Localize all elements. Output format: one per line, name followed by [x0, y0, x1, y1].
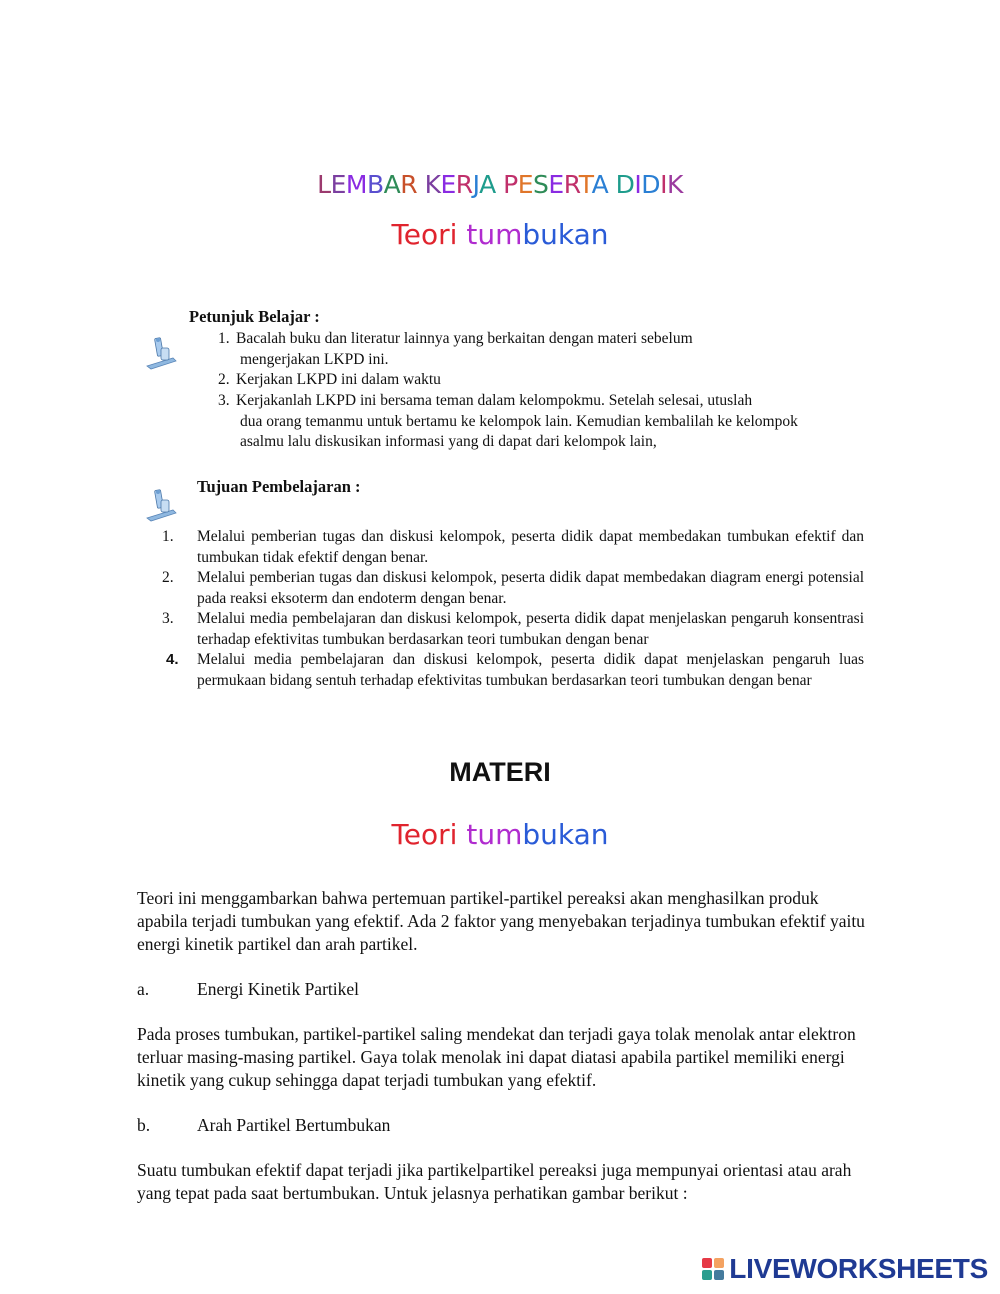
title-letter: T	[578, 170, 592, 199]
section-b-text: Suatu tumbukan efektif dapat terjadi jika partikelpartikel pereaksi juga mempunyai orientasi atau arah yang tepat pada saat bertumbukan. Untuk jelasnya perhatikan gambar berikut :	[137, 1160, 852, 1203]
section-label: a.	[137, 979, 150, 999]
item-text: Kerjakanlah LKPD ini bersama teman dalam kelompokmu. Setelah selesai, utuslah	[236, 392, 753, 409]
item-number: 4.	[166, 651, 179, 668]
logo-block	[702, 1270, 712, 1280]
section-label: b.	[137, 1115, 151, 1135]
title-letter: Teori	[391, 218, 467, 251]
title-letter: R	[563, 170, 579, 199]
item-number: 3.	[162, 610, 174, 627]
logo-block	[702, 1258, 712, 1268]
worksheet-subtitle	[0, 218, 1000, 251]
title-letter: A	[591, 170, 616, 199]
title-letter: bu	[522, 818, 558, 851]
title-letter: P	[503, 170, 518, 199]
title-letter: D	[641, 170, 661, 199]
item-text: Melalui media pembelajaran dan diskusi kelompok, peserta didik dapat menjelaskan pengaruh konsentrasi terhadap efektivitas tumbukan berdasarkan teori tumbukan dengan benar	[197, 610, 864, 648]
tujuan-heading: Tujuan Pembelajaran :	[197, 477, 361, 496]
item-continuation: dua orang temanmu untuk bertamu ke kelompok lain. Kemudian kembalilah ke kelompok asalmu lalu diskusikan informasi yang di dapat dari kelompok lain,	[240, 412, 798, 450]
title-letter: K	[666, 170, 683, 199]
item-number: 2.	[162, 569, 174, 586]
tujuan-item-3	[162, 609, 864, 650]
microscope-icon	[143, 334, 179, 370]
item-continuation: mengerjakan LKPD ini.	[240, 350, 389, 368]
title-letter: E	[548, 170, 564, 199]
materi-heading: MATERI	[449, 757, 551, 787]
title-letter: S	[533, 170, 549, 199]
title-letter: I	[660, 170, 667, 199]
microscope-icon	[143, 486, 179, 522]
item-text: Bacalah buku dan literatur lainnya yang berkaitan dengan materi sebelum	[236, 330, 693, 347]
item-number: 1.	[218, 330, 230, 347]
tujuan-item-4	[162, 650, 864, 691]
title-letter: B	[366, 170, 384, 199]
logo-block	[714, 1270, 724, 1280]
item-text: Melalui pemberian tugas dan diskusi kelompok, peserta didik dapat membedakan diagram energi potensial pada reaksi eksoterm dan endoterm dengan benar.	[197, 569, 864, 607]
title-letter: D	[615, 170, 635, 199]
section-title: Arah Partikel Bertumbukan	[197, 1115, 391, 1135]
title-letter: A	[383, 170, 401, 199]
petunjuk-item-1	[218, 329, 858, 370]
tujuan-list	[162, 527, 864, 691]
title-letter: J	[472, 170, 480, 199]
title-letter: R	[400, 170, 425, 199]
item-text: Melalui pemberian tugas dan diskusi kelompok, peserta didik dapat membedakan tumbukan efektif dan tumbukan tidak efektif dengan benar.	[197, 528, 864, 566]
title-letter: E	[330, 170, 346, 199]
item-number: 3.	[218, 392, 230, 409]
section-title: Energi Kinetik Partikel	[197, 979, 360, 999]
title-letter: M	[345, 170, 367, 199]
item-number: 1.	[162, 528, 174, 545]
tujuan-item-2	[162, 568, 864, 609]
materi-intro: Teori ini menggambarkan bahwa pertemuan partikel-partikel pereaksi akan menghasilkan produk apabila terjadi tumbukan yang efektif. Ada 2 faktor yang menyebakan terjadinya tumbukan efektif yaitu energi kinetik partikel dan arah partikel.	[137, 888, 865, 954]
title-letter: R	[455, 170, 473, 199]
item-text: Melalui media pembelajaran dan diskusi kelompok, peserta didik dapat menjelaskan pengaruh luas permukaan bidang sentuh terhadap efektivitas tumbukan berdasarkan teori tumbukan dengan benar	[197, 651, 864, 689]
worksheet-title	[0, 170, 1000, 199]
logo-blocks-icon	[702, 1258, 724, 1280]
tujuan-item-1	[162, 527, 864, 568]
title-letter: kan	[557, 818, 609, 851]
petunjuk-item-3	[218, 391, 838, 453]
title-letter: bu	[522, 218, 558, 251]
title-letter: kan	[557, 218, 609, 251]
title-letter: E	[517, 170, 534, 199]
title-letter: A	[479, 170, 504, 199]
liveworksheets-logo	[702, 1253, 988, 1285]
item-text: Kerjakan LKPD ini dalam waktu	[236, 371, 441, 388]
materi-subtitle	[0, 818, 1000, 851]
title-letter: L	[317, 170, 331, 199]
section-b-title	[137, 1114, 867, 1137]
petunjuk-heading: Petunjuk Belajar :	[189, 307, 320, 326]
title-letter: tum	[466, 818, 523, 851]
title-letter: E	[440, 170, 456, 199]
logo-block	[714, 1258, 724, 1268]
section-a-text: Pada proses tumbukan, partikel-partikel saling mendekat dan terjadi gaya tolak menolak antar elektron terluar masing-masing partikel. Gaya tolak menolak ini dapat diatasi apabila partikel memiliki energi kinetik yang cukup sehingga dapat terjadi tumbukan yang efektif.	[137, 1024, 856, 1090]
title-letter: Teori	[391, 818, 467, 851]
title-letter: K	[424, 170, 441, 199]
title-letter: tum	[466, 218, 523, 251]
title-letter: I	[634, 170, 642, 199]
petunjuk-item-2	[218, 370, 858, 391]
item-number: 2.	[218, 371, 230, 388]
logo-text: LIVEWORKSHEETS	[729, 1253, 988, 1284]
section-a-title	[137, 978, 867, 1001]
